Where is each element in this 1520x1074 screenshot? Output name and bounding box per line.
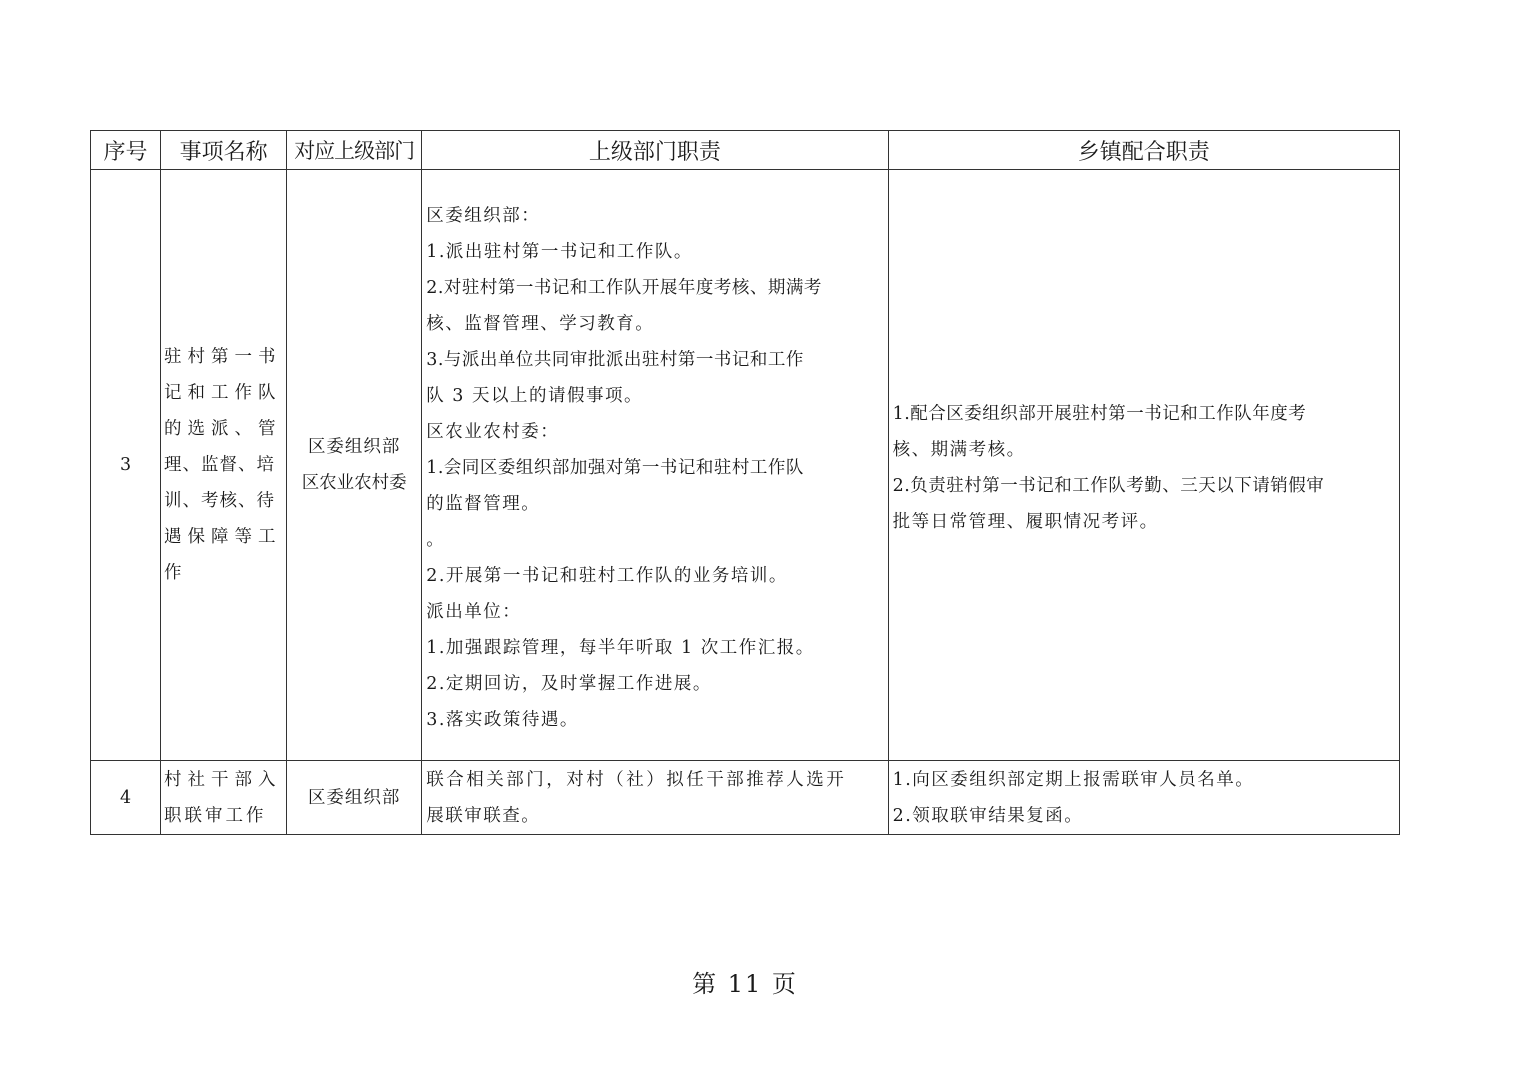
item-name-line: 作: [164, 563, 188, 583]
dept-line: 区委组织部: [307, 437, 401, 457]
seq-cell: 4: [91, 761, 161, 835]
header-row: [91, 131, 1400, 170]
header-superior-duty: 上级部门职责: [422, 131, 888, 170]
duty-line: 核、期满考核。: [892, 440, 1026, 460]
duty-line: 2.负责驻村第一书记和工作队考勤、三天以下请销假审: [892, 476, 1325, 496]
duty-line: 区委组织部：: [426, 206, 541, 226]
dept-line: 区农业农村委: [301, 473, 407, 493]
duty-line: 核、监督管理、学习教育。: [426, 314, 655, 334]
header-seq: 序号: [91, 131, 161, 170]
table-header: [91, 131, 1400, 170]
item-name-line: 的选派、管: [164, 419, 282, 439]
item-name-line: 遇保障等工: [164, 527, 282, 547]
duty-line: 2.领取联审结果复函。: [892, 805, 1084, 826]
duty-line: 区农业农村委：: [426, 422, 560, 442]
seq-cell: 3: [91, 170, 161, 761]
duty-line: 的监督管理。: [426, 494, 541, 514]
duty-line: 2.开展第一书记和驻村工作队的业务培训。: [426, 566, 788, 586]
duty-line: 。: [426, 530, 446, 550]
township-duty-cell: [888, 170, 1399, 761]
duty-line: 联合相关部门，对村（社）拟任干部推荐人选开: [426, 769, 847, 790]
header-item-name: 事项名称: [161, 131, 287, 170]
duty-line: 2.定期回访，及时掌握工作进展。: [426, 674, 712, 694]
duty-line: 批等日常管理、履职情况考评。: [892, 512, 1159, 532]
superior-duty-cell: [422, 761, 888, 835]
duty-line: 1.加强跟踪管理，每半年听取 1 次工作汇报。: [426, 638, 815, 658]
duty-line: 1.会同区委组织部加强对第一书记和驻村工作队: [426, 458, 804, 478]
superior-dept-cell: [287, 170, 422, 761]
duty-line: 2.对驻村第一书记和工作队开展年度考核、期满考: [426, 278, 822, 298]
header-township-duty: 乡镇配合职责: [888, 131, 1399, 170]
header-superior-dept: 对应上级部门: [287, 131, 422, 170]
table-row: [91, 170, 1400, 761]
duty-line: 3.与派出单位共同审批派出驻村第一书记和工作: [426, 350, 804, 370]
duty-line: 队 3 天以上的请假事项。: [426, 386, 643, 406]
item-name-cell: [161, 170, 287, 761]
duty-line: 1.派出驻村第一书记和工作队。: [426, 242, 693, 262]
item-name-line: 记和工作队: [164, 383, 282, 403]
item-name-line: 驻村第一书: [164, 347, 282, 367]
responsibility-table: [90, 130, 1400, 835]
duty-line: 1.配合区委组织部开展驻村第一书记和工作队年度考: [892, 404, 1307, 424]
duty-line: 派出单位：: [426, 602, 522, 622]
page-number: 第 11 页: [692, 970, 798, 998]
dept-line: 区委组织部: [307, 787, 401, 808]
duty-line: 展联审联查。: [426, 805, 541, 826]
item-name-line: 训、考核、待: [164, 491, 276, 511]
item-name-line: 村社干部入: [164, 769, 282, 790]
duty-line: 1.向区委组织部定期上报需联审人员名单。: [892, 769, 1255, 790]
item-name-line: 理、监督、培: [164, 455, 276, 475]
superior-dept-cell: [287, 761, 422, 835]
superior-duty-cell: [422, 170, 888, 761]
duty-line: 3.落实政策待遇。: [426, 710, 579, 730]
item-name-cell: [161, 761, 287, 835]
township-duty-cell: [888, 761, 1399, 835]
item-name-line: 职联审工作: [164, 805, 267, 826]
table-row: [91, 761, 1400, 835]
